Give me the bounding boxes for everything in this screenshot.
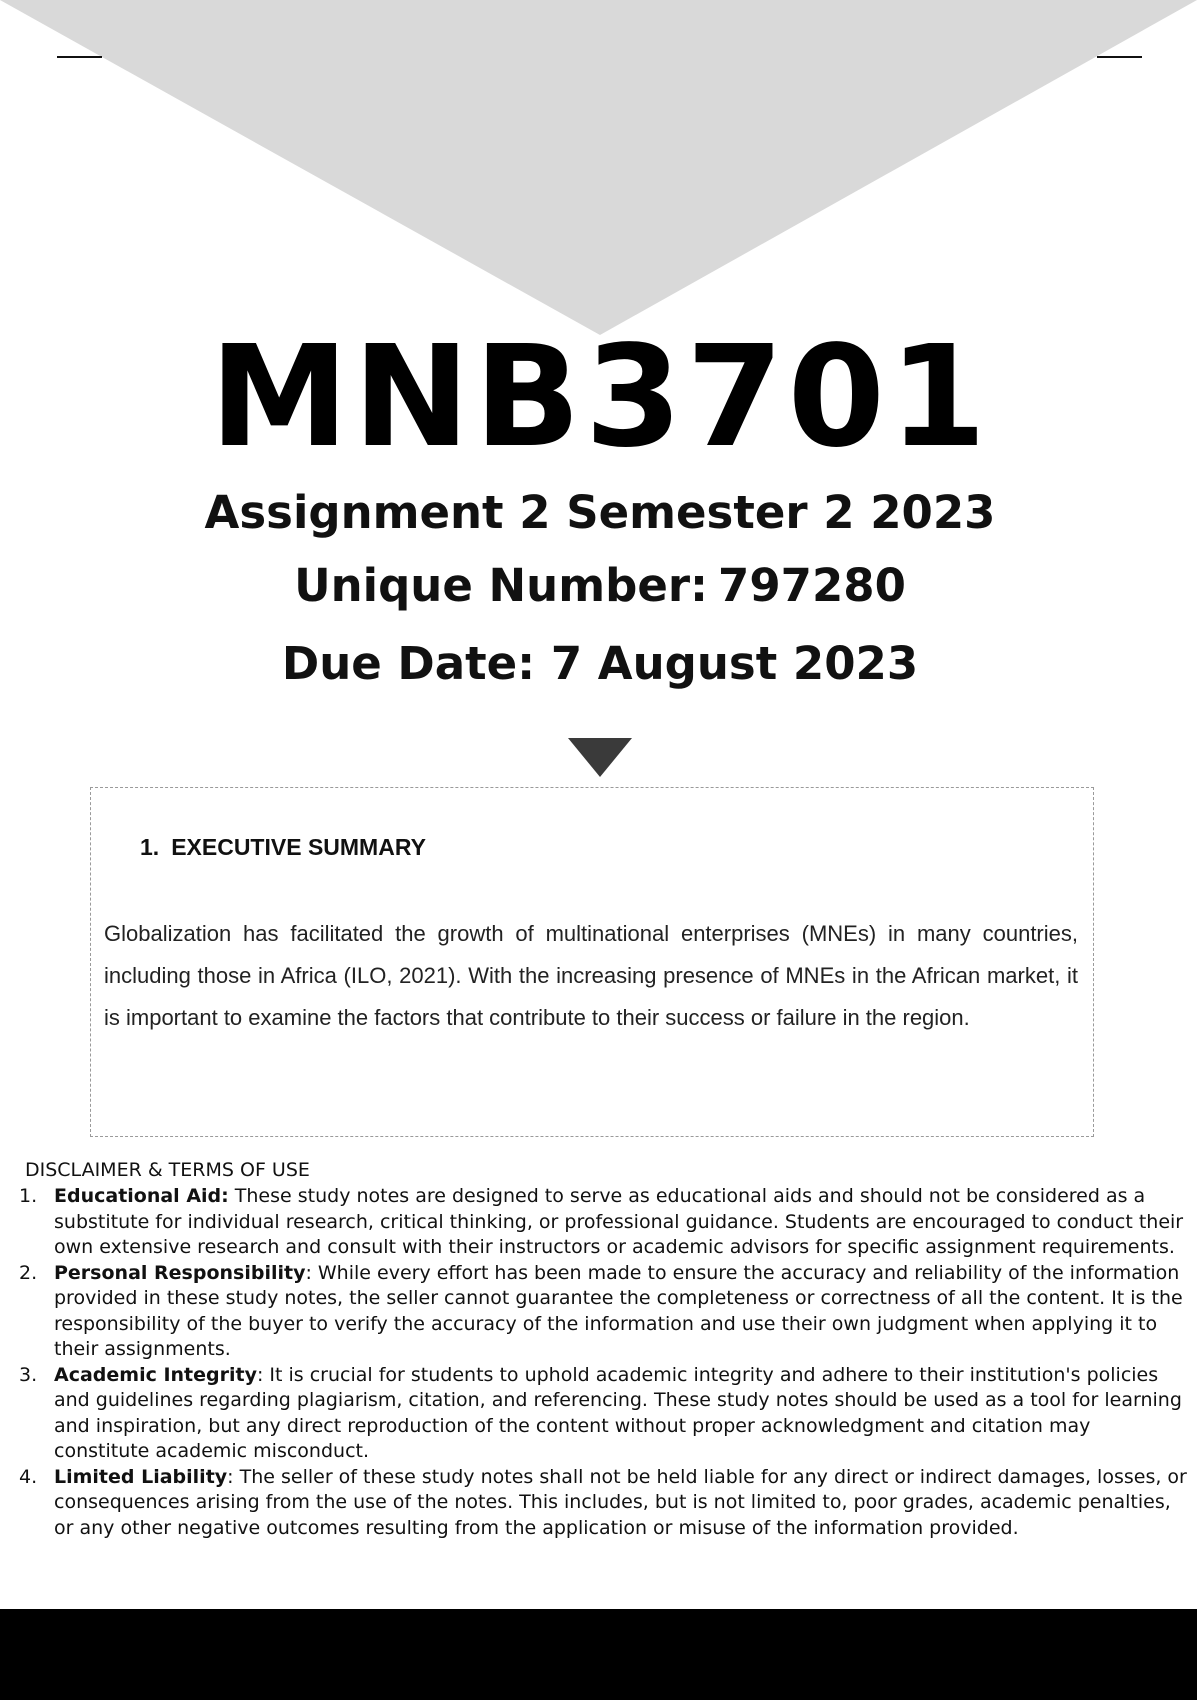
unique-number-value: 797280 (718, 559, 906, 612)
due-date-line: Due Date: 7 August 2023 (281, 637, 919, 690)
item-text: : The seller of these study notes shall not be held liable for any direct or indirect damages, losses, or consequences arising from the use of the notes. This includes, but is not limited to, poor grades, academic penalties, or any other negative outcomes resulting from the application or misuse of the information provided. (54, 1465, 1187, 1539)
assignment-subtitle: Assignment 2 Semester 2 2023 (204, 486, 996, 539)
item-term: Personal Responsibility (54, 1261, 306, 1284)
item-number: 2. (19, 1261, 38, 1284)
disclaimer-item-educational-aid (0, 1184, 1195, 1261)
executive-summary-heading (140, 833, 426, 861)
disclaimer-item-academic-integrity (0, 1363, 1195, 1465)
down-arrow-icon (568, 738, 632, 777)
item-text: : It is crucial for students to uphold academic integrity and adhere to their institution's policies and guidelines regarding plagiarism, citation, and referencing. These study notes should be used as a tool for learning and inspiration, but any direct reproduction of the content without proper acknowledgment and citation may constitute academic misconduct. (54, 1363, 1182, 1462)
executive-summary-paragraph: Globalization has facilitated the growth of multinational enterprises (MNEs) in many countries, including those in Africa (ILO, 2021). With the increasing presence of MNEs in the African market, it is important to examine the factors that contribute to their success or failure in the region. (104, 921, 1078, 1030)
item-term: Limited Liability (54, 1465, 228, 1488)
unique-number-label: Unique Number: (294, 559, 709, 612)
disclaimer-item-personal-responsibility (0, 1261, 1195, 1363)
section-title: EXECUTIVE SUMMARY (171, 834, 426, 860)
item-text: : While every effort has been made to ensure the accuracy and reliability of the information provided in these study notes, the seller cannot guarantee the completeness or correctness of all the content. It is the responsibility of the buyer to verify the accuracy of the information and use their own judgment when applying it to their assignments. (54, 1261, 1183, 1360)
item-number: 4. (19, 1465, 38, 1488)
disclaimer-item-limited-liability (0, 1465, 1195, 1542)
footer-black-bar (0, 1609, 1197, 1700)
disclaimer-list (0, 1184, 1195, 1541)
item-text: These study notes are designed to serve as educational aids and should not be considered as a substitute for individual research, critical thinking, or professional guidance. Students are encouraged to conduct their own extensive research and consult with their instructors or academic advisors for specific assignment requirements. (54, 1185, 1184, 1258)
unique-number-line (0, 560, 1200, 612)
item-term: Academic Integrity (54, 1363, 257, 1386)
disclaimer-title: DISCLAIMER & TERMS OF USE (25, 1159, 310, 1181)
course-code-title: MNB3701 (209, 316, 991, 479)
item-number: 1. (19, 1185, 38, 1207)
item-term: Educational Aid: (54, 1185, 229, 1207)
item-number: 3. (19, 1363, 38, 1386)
section-number: 1. (140, 834, 160, 860)
chevron-banner-shape (0, 0, 1197, 335)
